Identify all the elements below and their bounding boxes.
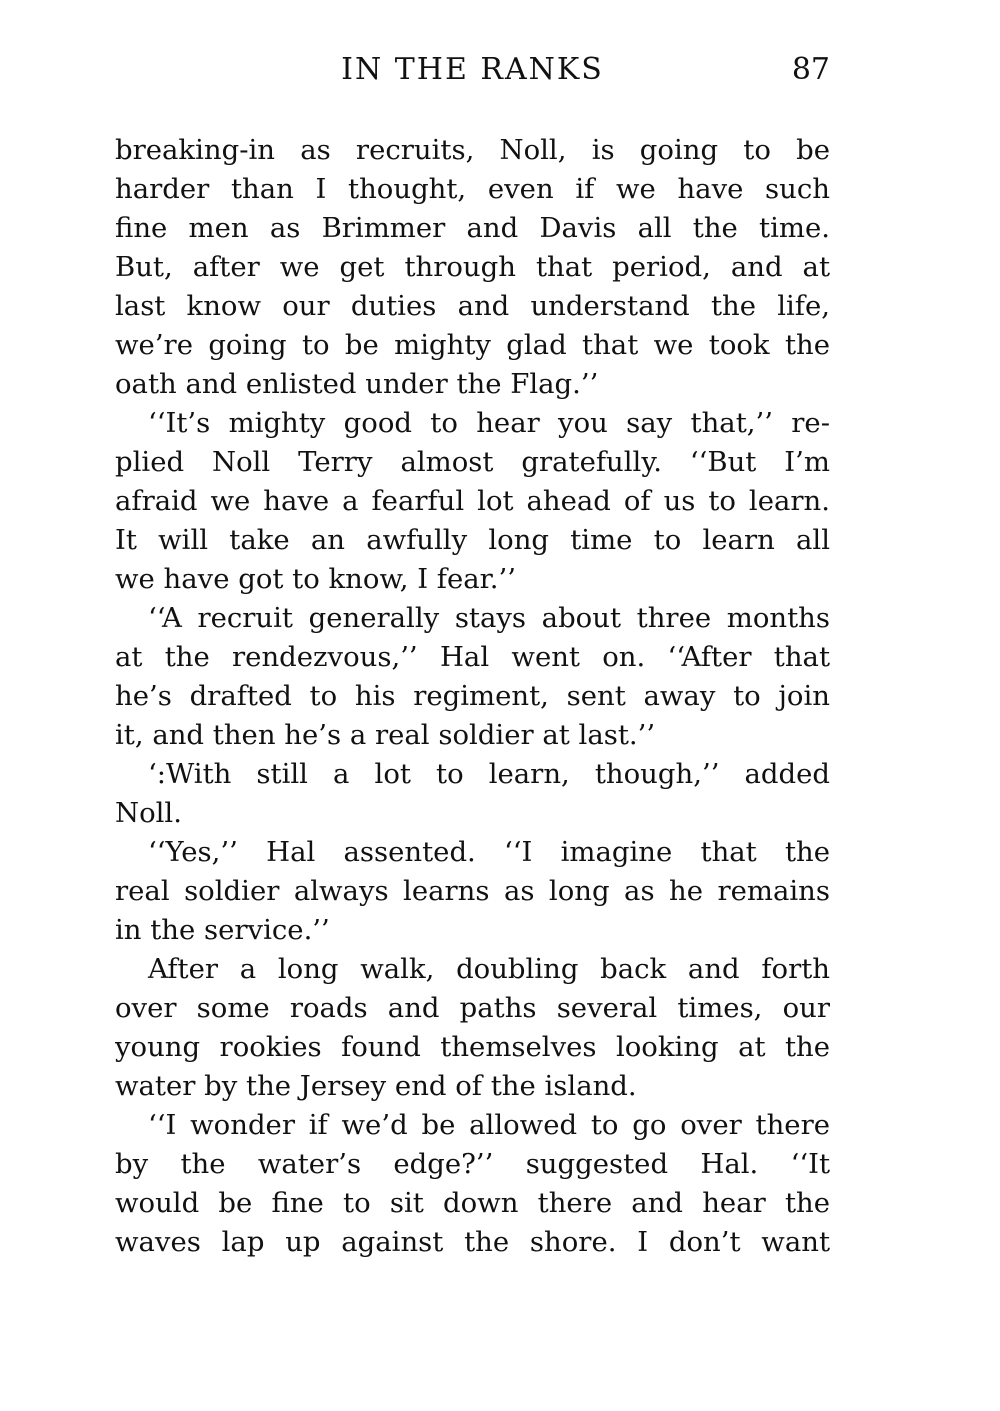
text-line: ‘‘It’s mighty good to hear you say that,’’ re- [148,407,830,439]
text-line: plied Noll Terry almost gratefully. ‘‘But I’m [115,446,830,478]
text-line: oath and enlisted under the Flag.’’ [115,368,599,400]
running-header [115,50,830,90]
text-line: he’s drafted to his regiment, sent away to join [115,680,830,712]
text-line: It will take an awfully long time to learn all [115,524,830,556]
text-line: Noll. [115,797,182,829]
text-line: over some roads and paths several times, our [115,992,830,1024]
text-line: last know our duties and understand the life, [115,290,830,322]
text-line: ‘‘Yes,’’ Hal assented. ‘‘I imagine that the [148,836,830,868]
text-line: But, after we get through that period, and at [115,251,830,283]
text-line: we’re going to be mighty glad that we took the [115,329,830,361]
text-line: at the rendezvous,’’ Hal went on. ‘‘After that [115,641,830,673]
text-line: fine men as Brimmer and Davis all the time. [115,212,830,244]
text-line: ‘‘A recruit generally stays about three months [148,602,830,634]
text-line: would be fine to sit down there and hear the [115,1187,830,1219]
running-title: IN THE RANKS [341,52,604,87]
text-line: afraid we have a fearful lot ahead of us to learn. [115,485,830,517]
text-line: water by the Jersey end of the island. [115,1070,637,1102]
text-line: ‘‘I wonder if we’d be allowed to go over there [148,1109,830,1141]
text-line: young rookies found themselves looking at the [115,1031,830,1063]
body-text [115,131,830,1262]
text-line: we have got to know, I fear.’’ [115,563,517,595]
text-line: After a long walk, doubling back and forth [148,953,830,985]
text-line: it, and then he’s a real soldier at last.’’ [115,719,656,751]
text-line: harder than I thought, even if we have such [115,173,830,205]
text-line: real soldier always learns as long as he remains [115,875,830,907]
text-line: waves lap up against the shore. I don’t want [115,1226,830,1258]
page-number: 87 [791,52,830,87]
text-line: ‘:With still a lot to learn, though,’’ added [148,758,830,790]
text-line: breaking-in as recruits, Noll, is going to be [115,134,830,166]
text-line: by the water’s edge?’’ suggested Hal. ‘‘It [115,1148,830,1180]
text-line: in the service.’’ [115,914,330,946]
